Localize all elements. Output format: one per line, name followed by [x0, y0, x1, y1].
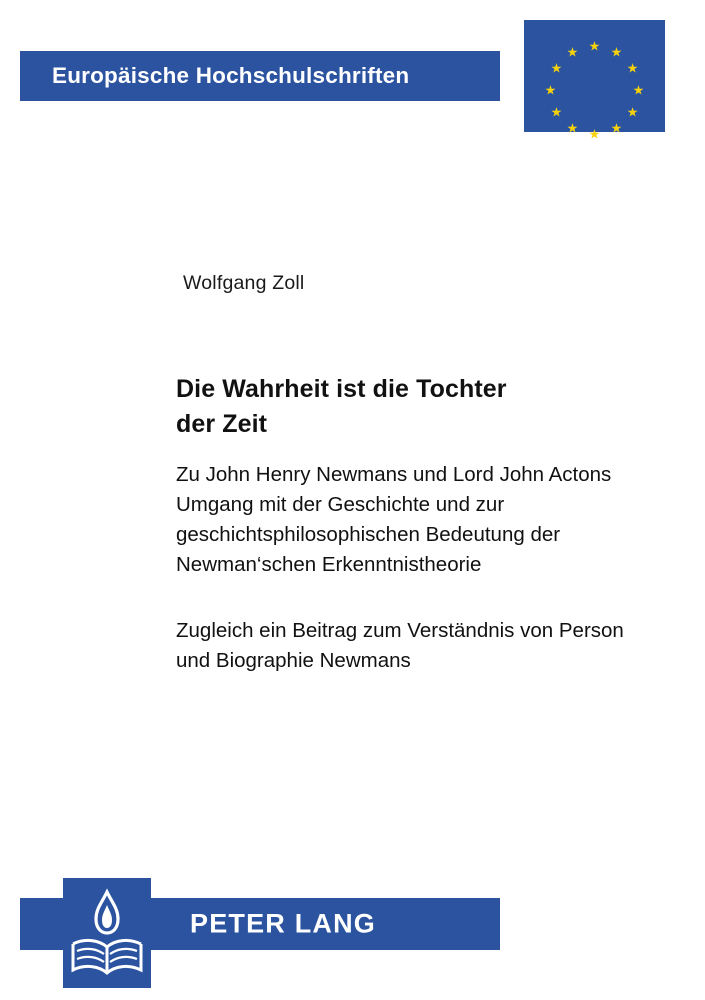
book-subtitle-secondary: Zugleich ein Beitrag zum Verständnis von Person und Biographie Newmans — [176, 619, 624, 672]
eu-star: ★ — [550, 60, 563, 76]
publisher-name: PETER LANG — [189, 908, 376, 939]
european-union-flag-icon — [524, 20, 665, 142]
eu-star: ★ — [632, 82, 645, 98]
publisher-logo — [63, 878, 151, 988]
eu-star: ★ — [610, 44, 623, 60]
author-name: Wolfgang Zoll — [183, 272, 305, 294]
book-subtitle: Zu John Henry Newmans und Lord John Actons Umgang mit der Geschichte und zur geschichtsphilosophischen Bedeutung der Newman‘schen Erkenntnistheorie — [176, 463, 612, 576]
eu-star: ★ — [626, 60, 639, 76]
book-title-line-2: der Zeit — [176, 409, 268, 438]
eu-star: ★ — [566, 44, 579, 60]
eu-star: ★ — [544, 82, 557, 98]
series-banner — [20, 51, 500, 101]
book-flame-icon — [63, 878, 151, 988]
eu-star: ★ — [588, 126, 601, 142]
book-title-line-1: Die Wahrheit ist die Tochter — [176, 375, 507, 403]
book-title — [176, 372, 626, 441]
eu-star: ★ — [626, 104, 639, 120]
series-banner-label: Europäische Hochschulschriften — [52, 63, 410, 88]
eu-star: ★ — [610, 120, 623, 136]
eu-star: ★ — [566, 120, 579, 136]
eu-star: ★ — [588, 38, 601, 54]
eu-star: ★ — [550, 104, 563, 120]
